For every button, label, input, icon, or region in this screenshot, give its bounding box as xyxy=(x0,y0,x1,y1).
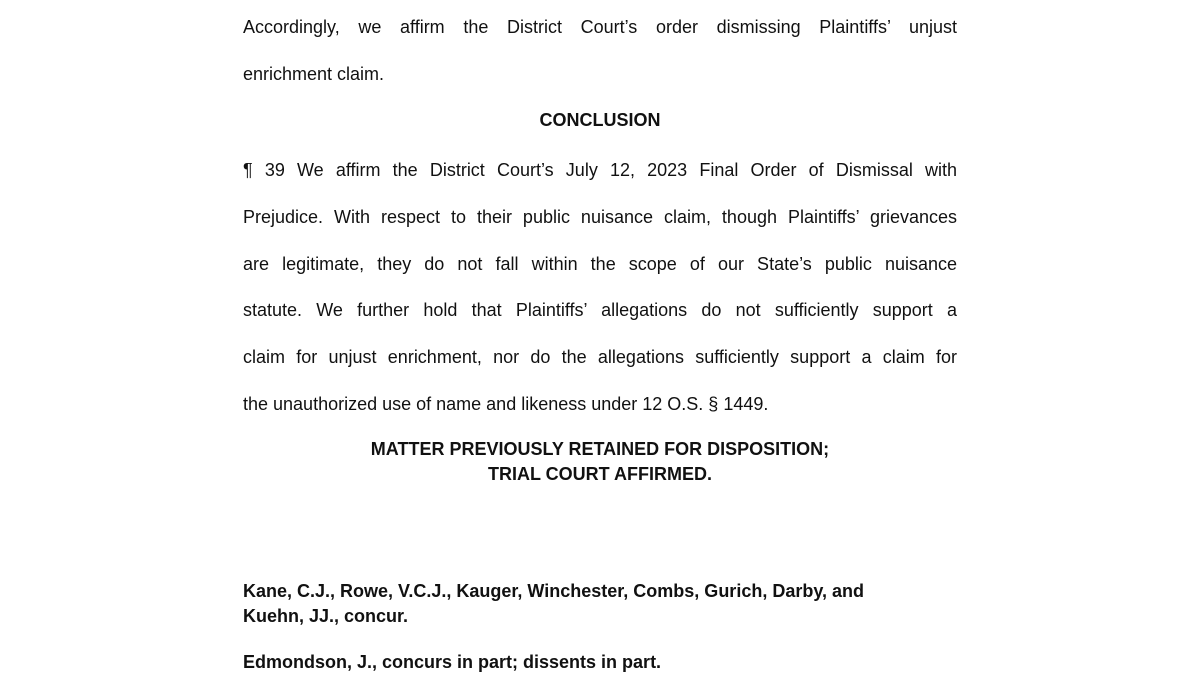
paragraph-line: the unauthorized use of name and likeness under 12 O.S. § 1449. xyxy=(243,394,769,414)
body-text-line: Accordingly, we affirm the District Court’s order dismissing Plaintiffs’ unjust xyxy=(243,17,957,37)
paragraph-line: are legitimate, they do not fall within the scope of our State’s public nuisance xyxy=(243,254,957,274)
disposition-line: TRIAL COURT AFFIRMED. xyxy=(488,464,712,484)
paragraph-line: Prejudice. With respect to their public nuisance claim, though Plaintiffs’ grievances xyxy=(243,207,957,227)
concurrence-line: Kuehn, JJ., concur. xyxy=(243,606,409,626)
body-text-line: enrichment claim. xyxy=(243,64,385,84)
paragraph-line: ¶ 39 We affirm the District Court’s July 12, 2023 Final Order of Dismissal with xyxy=(243,160,957,180)
concurrence-line: Kane, C.J., Rowe, V.C.J., Kauger, Winchester, Combs, Gurich, Darby, and xyxy=(243,581,865,601)
disposition-line: MATTER PREVIOUSLY RETAINED FOR DISPOSITION; xyxy=(370,439,830,459)
paragraph-line: claim for unjust enrichment, nor do the allegations sufficiently support a claim for xyxy=(243,347,957,367)
section-heading: CONCLUSION xyxy=(539,110,661,130)
paragraph-line: statute. We further hold that Plaintiffs’ allegations do not sufficiently support a xyxy=(243,300,957,320)
dissent-line: Edmondson, J., concurs in part; dissents in part. xyxy=(243,652,662,672)
